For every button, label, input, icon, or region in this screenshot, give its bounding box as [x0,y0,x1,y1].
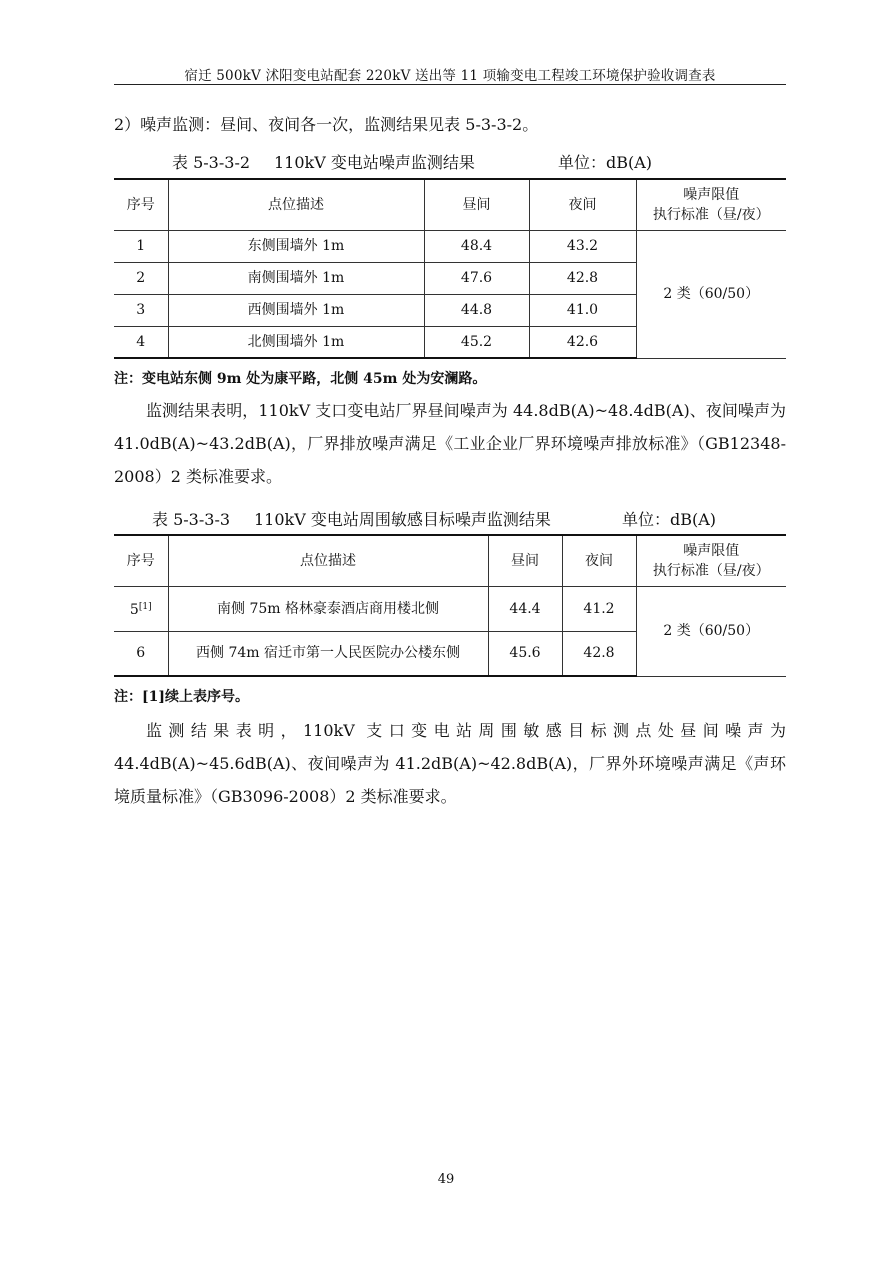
table1-caption-number: 表 5-3-3-2 [172,153,251,172]
result-paragraph-1: 监测结果表明，110kV 支口变电站厂界昼间噪声为 44.8dB(A)~48.4dB(A)、夜间噪声为 41.0dB(A)~43.2dB(A)，厂界排放噪声满足《工业企业厂界环境噪声排放标准》（GB12348-2008）2 类标准要求。 [114,401,786,486]
table2 [114,534,786,677]
table2-note: 注：[1]续上表序号。 [114,689,249,705]
table-row [114,586,786,631]
header-night: 夜间 [529,179,636,230]
cell-desc: 西侧 74m 宿迁市第一人民医院办公楼东侧 [168,631,488,676]
cell-day: 44.8 [424,294,529,326]
intro-paragraph: 2）噪声监测：昼间、夜间各一次，监测结果见表 5-3-3-2。 [114,115,539,134]
header-limit-line2: 执行标准（昼/夜） [652,206,770,223]
cell-desc: 南侧 75m 格林豪泰酒店商用楼北侧 [168,586,488,631]
cell-night: 42.6 [529,326,636,358]
header-desc: 点位描述 [168,535,488,586]
cell-limit: 2 类（60/50） [636,586,786,676]
table-row [114,230,786,262]
cell-day: 45.2 [424,326,529,358]
cell-night: 41.2 [562,586,636,631]
cell-day: 47.6 [424,262,529,294]
cell-no: 4 [114,326,168,358]
cell-desc: 北侧围墙外 1m [168,326,424,358]
cell-no: 3 [114,294,168,326]
table2-header-row [114,535,786,586]
cell-desc: 西侧围墙外 1m [168,294,424,326]
header-no: 序号 [114,535,168,586]
cell-day: 45.6 [488,631,562,676]
table2-caption-number: 表 5-3-3-3 [152,510,231,529]
header-limit [636,179,786,230]
header-limit-line1: 噪声限值 [683,186,740,203]
header-limit-line2: 执行标准（昼/夜） [652,562,770,579]
header-day: 昼间 [488,535,562,586]
cell-night: 41.0 [529,294,636,326]
page-header: 宿迁 500kV 沭阳变电站配套 220kV 送出等 11 项输变电工程竣工环境保护验收调查表 [184,68,716,84]
header-desc: 点位描述 [168,179,424,230]
header-day: 昼间 [424,179,529,230]
cell-desc: 南侧围墙外 1m [168,262,424,294]
header-limit [636,535,786,586]
header-night: 夜间 [562,535,636,586]
footnote-marker: [1] [138,602,152,612]
header-limit-line1: 噪声限值 [683,542,740,559]
cell-no: 2 [114,262,168,294]
cell-no: 1 [114,230,168,262]
cell-night: 43.2 [529,230,636,262]
page-number: 49 [437,1172,455,1187]
cell-night: 42.8 [562,631,636,676]
result-paragraph-2: 监测结果表明，110kV 支口变电站周围敏感目标测点处昼间噪声为 44.4dB(A)~45.6dB(A)、夜间噪声为 41.2dB(A)~42.8dB(A)，厂界外环境噪声满足《声环境质量标准》（GB3096-2008）2 类标准要求。 [114,721,786,806]
header-rule [114,84,786,85]
cell-no: 6 [114,631,168,676]
table2-caption-unit: 单位：dB(A) [622,510,717,529]
table1 [114,178,786,359]
cell-no-value: 5 [129,602,139,618]
cell-desc: 东侧围墙外 1m [168,230,424,262]
cell-limit: 2 类（60/50） [636,230,786,358]
cell-day: 44.4 [488,586,562,631]
cell-no [114,586,168,631]
table1-note: 注：变电站东侧 9m 处为康平路，北侧 45m 处为安澜路。 [114,371,487,387]
cell-night: 42.8 [529,262,636,294]
table1-header-row [114,179,786,230]
table2-caption-title: 110kV 变电站周围敏感目标噪声监测结果 [254,510,551,529]
cell-day: 48.4 [424,230,529,262]
table1-caption-unit: 单位：dB(A) [558,153,653,172]
header-no: 序号 [114,179,168,230]
table1-caption-title: 110kV 变电站噪声监测结果 [274,153,475,172]
